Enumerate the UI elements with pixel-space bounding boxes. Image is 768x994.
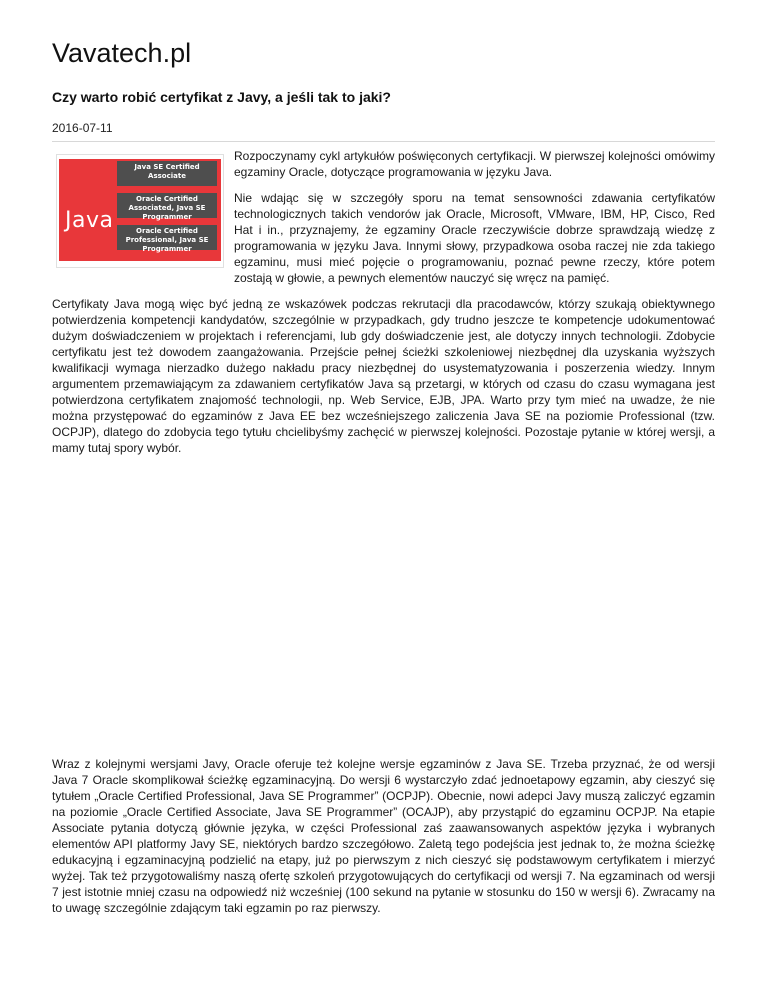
- badge-java-se-certified-associate: Java SE Certified Associate: [117, 161, 217, 186]
- post-title: Czy warto robić certyfikat z Javy, a jeśli tak to jaki?: [52, 89, 391, 105]
- paragraph-certificate-value: Certyfikaty Java mogą więc być jedną ze wskazówek podczas rekrutacji dla pracodawców, którzy szukają obiektywnego potwierdzenia kompetencji kandydatów, szczególnie w przypadkach, gdy trudno jeszcze te kompetencje udokumentować dużym doświadczeniem w projektach i referencjami, lub gdy doświadczenie jest, ale dotyczy innych technologii. Zdobycie certyfikatu jest też dowodem zaangażowania. Przejście pełnej ścieżki szkoleniowej niezbędnej dla uzyskania wyższych kwalifikacji wymaga nierzadko dużego nakładu pracy niezbędnej do usystematyzowania i poszerzenia wiedzy. Innym argumentem przemawiającym za zdawaniem certyfikatów Java są przetargi, w których od czasu do czasu wymagana jest potwierdzona certyfikatem znajomość technologii, np. Web Service, EJB, JPA. Warto przy tym mieć na uwadze, że nie można przystępować do egzaminów z Java EE bez wcześniejszego zaliczenia Java SE na poziomie Professional (tzw. OCPJP), dlatego do zdobycia tego tytułu chcielibyśmy zachęcić w pierwszej kolejności. Pozostaje pytanie w której wersji, a mamy tutaj spory wybór.: [52, 297, 715, 455]
- badge-oracle-certified-professional: Oracle Certified Professional, Java SE Programmer: [117, 225, 217, 250]
- paragraph-exam-versions: Wraz z kolejnymi wersjami Javy, Oracle oferuje też kolejne wersje egzaminów z Java SE. Trzeba przyznać, że od wersji Java 7 Oracle skomplikował ścieżkę egzaminacyjną. Do wersji 6 wystarczyło zdać jednoetapowy egzamin, aby cieszyć się tytułem „Oracle Certified Professional, Java SE Programmer” (OCPJP). Obecnie, nowi adepci Javy muszą zaliczyć egzamin na poziomie „Oracle Certified Associate, Java SE Programmer” (OCAJP), aby przystąpić do egzaminu OCPJP. Na etapie Associate pytania dotyczą głównie języka, w części Professional zaś zaawansowanych aspektów języka i wybranych elementów API platformy Javy SE, niektórych bardzo szczegółowo. Zaletą tego podejścia jest jednak to, że można ścieżkę edukacyjną i egzaminacyjną podzielić na etapy, już po pierwszym z nich cieszyć się podstawowym certyfikatem i mierzyć wyżej. Tak też przygotowaliśmy naszą ofertę szkoleń przygotowujących do certyfikacji od wersji 7. Na egzaminach od wersji 7 jest istotnie mniej czasu na odpowiedź niż wcześniej (100 sekund na pytanie w stosunku do 150 w wersji 6). Zwracamy na to uwagę szczególnie zdającym taki egzamin po raz pierwszy.: [52, 757, 715, 915]
- paragraph-exam-quality: Nie wdając się w szczegóły sporu na temat sensowności zdawania certyfikatów technologicznych takich vendorów jak Oracle, Microsoft, VMware, IBM, HP, Cisco, Red Hat i in., przyznajemy, że egzaminy Oracle rzeczywiście dobrze sprawdzają wiedzę z programowania w języku Java. Innymi słowy, przypadkowa osoba raczej nie zda takiego egzaminu, musi mieć pojęcie o programowaniu, poznać pewne rzeczy, które potem zostają w głowie, a pewnych elementów nauczyć się wręcz na pamięć.: [234, 191, 715, 285]
- java-certification-image: [56, 154, 224, 268]
- java-logo-text: Java: [65, 208, 114, 233]
- divider: [52, 141, 715, 142]
- post-date: 2016-07-11: [52, 121, 113, 135]
- badge-oracle-certified-associated: Oracle Certified Associated, Java SE Programmer: [117, 193, 217, 218]
- site-title[interactable]: Vavatech.pl: [52, 38, 192, 68]
- paragraph-intro: Rozpoczynamy cykl artykułów poświęconych certyfikacji. W pierwszej kolejności omówimy egzaminy Oracle, dotyczące programowania w języku Java.: [234, 149, 715, 179]
- article-body: [52, 148, 715, 926]
